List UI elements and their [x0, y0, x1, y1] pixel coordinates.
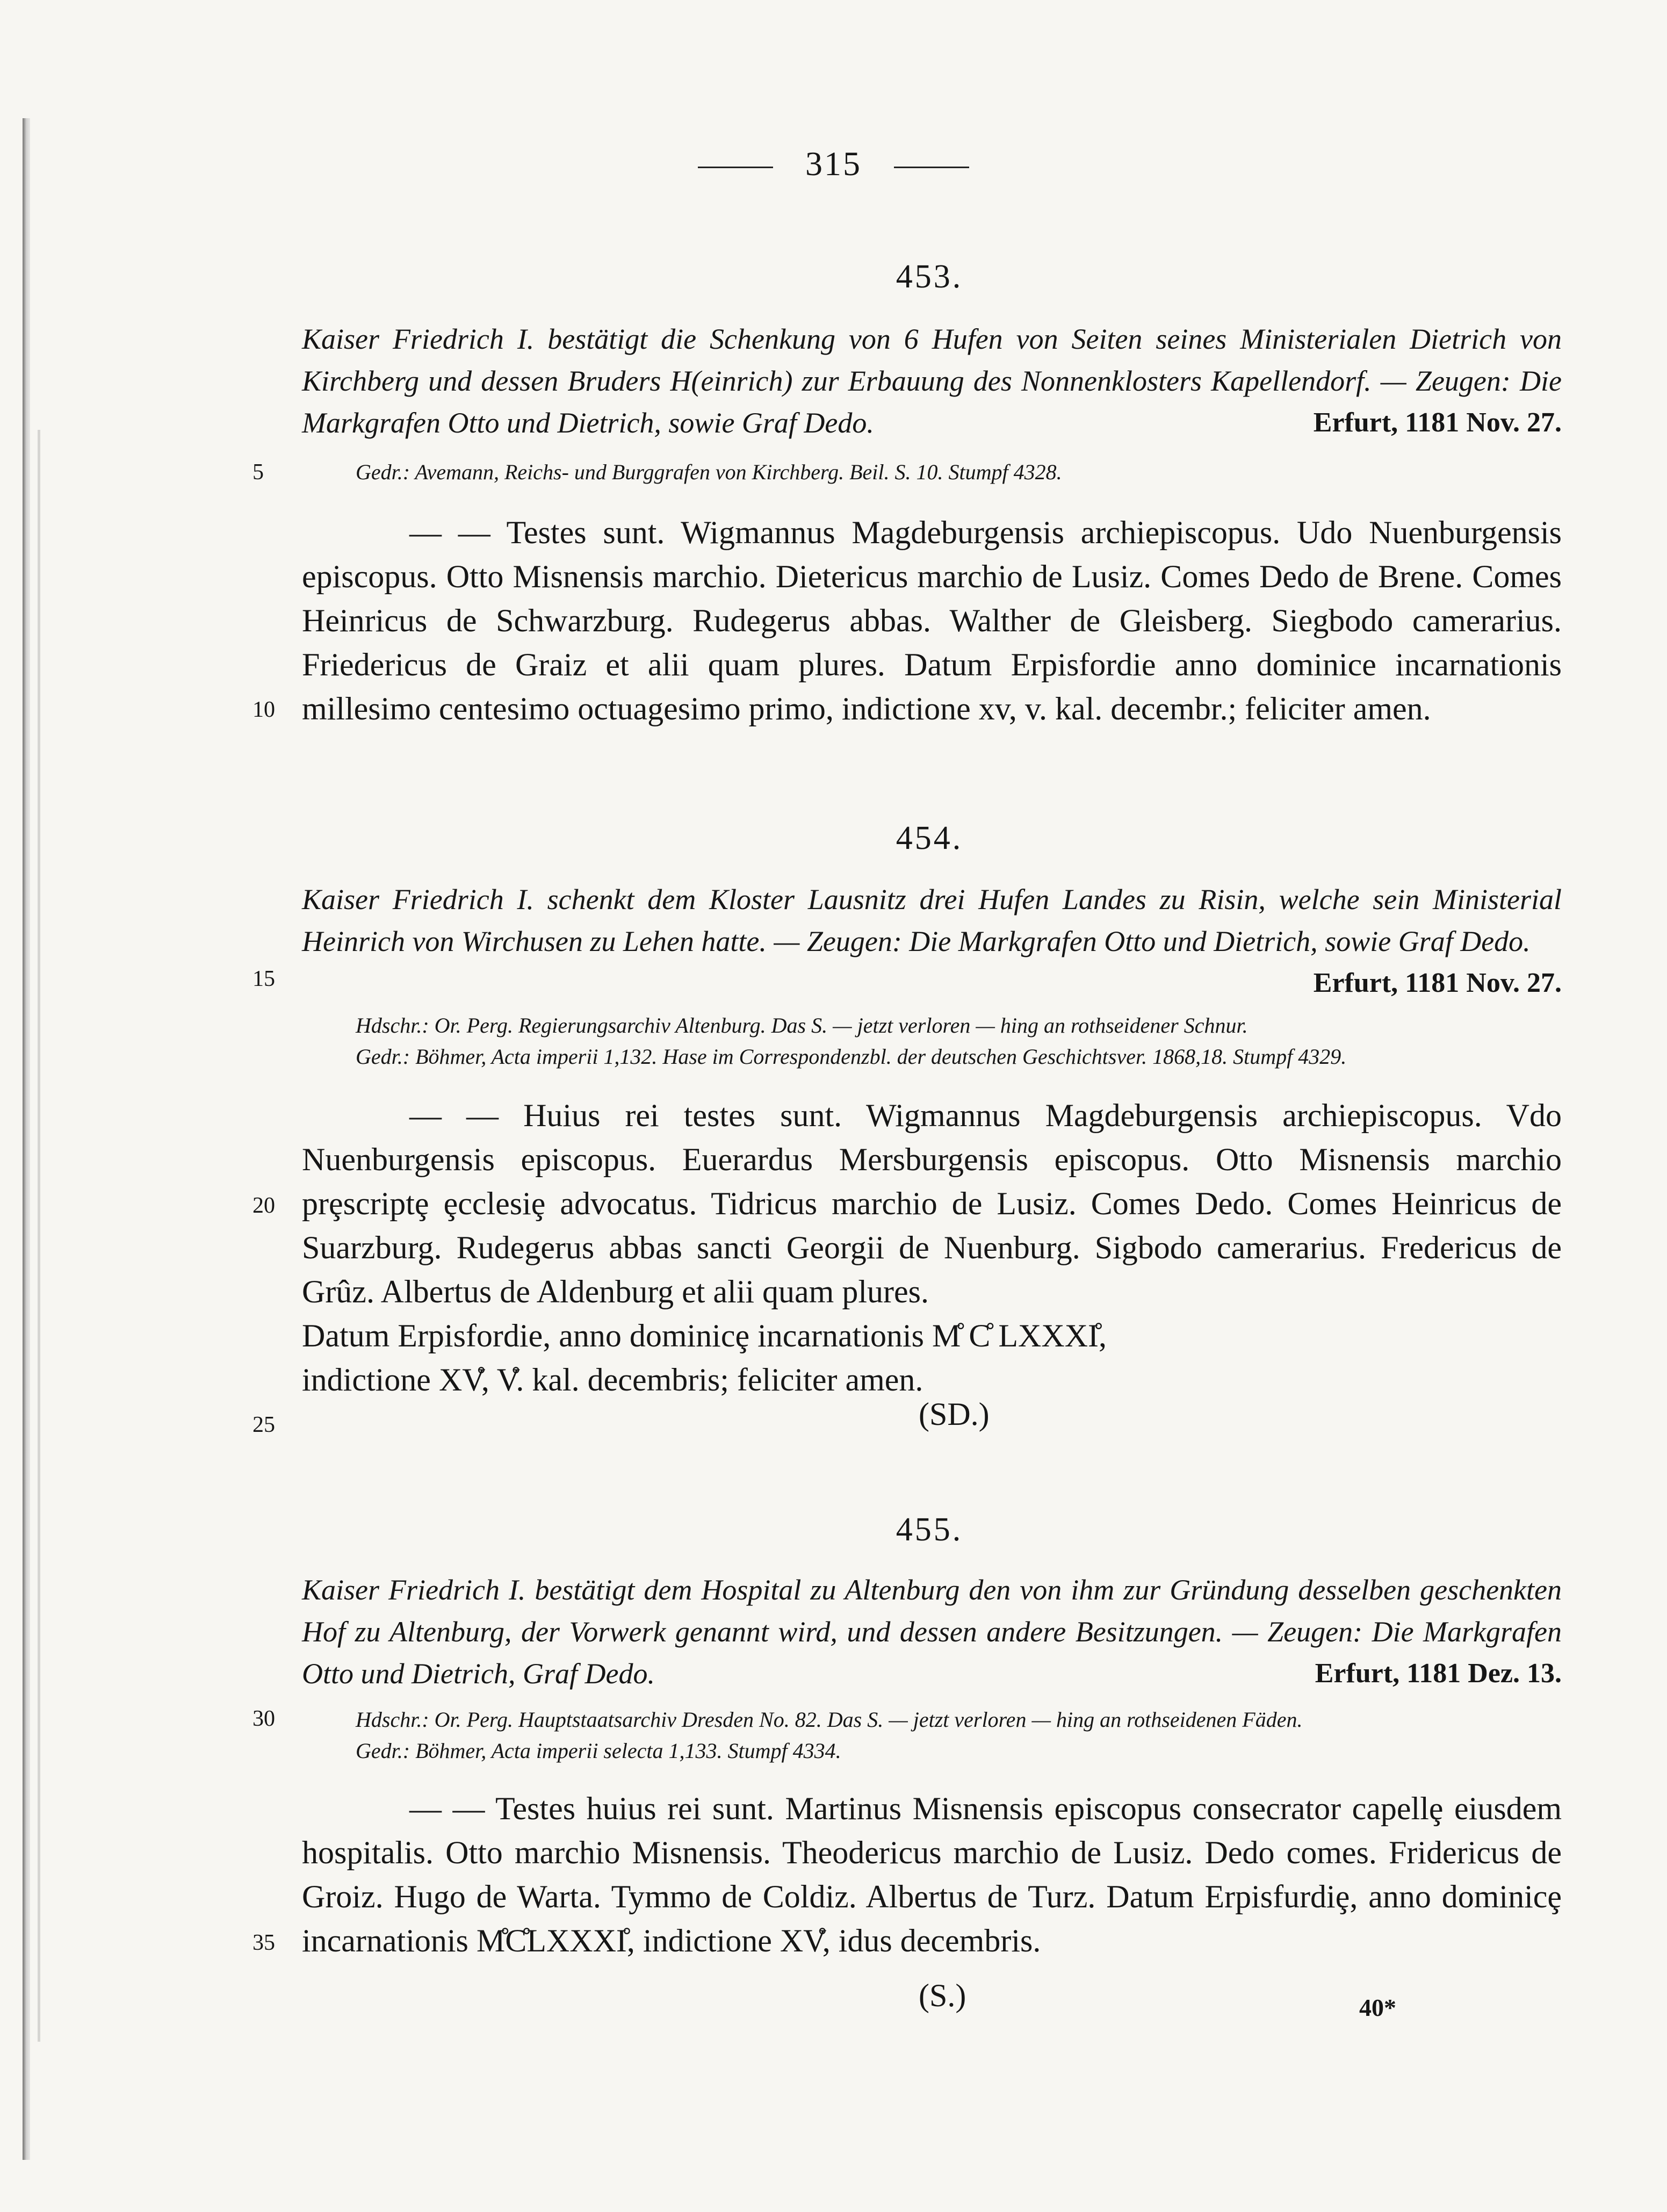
line-number: 15: [252, 967, 275, 991]
regest-455: [302, 1569, 1562, 1695]
seal-note-455: (S.): [919, 1978, 966, 2013]
charter-paragraph: — — Testes sunt. Wigmannus Magdeburgensis archiepiscopus. Udo Nuenburgensis episcopus. Otto Misnensis marchio. Dietericus marchio de Lusiz. Comes Dedo de Brene. Comes Heinricus de Schwarzburg. Rudegerus abbas. Walther de Gleisberg. Siegbodo camerarius. Friedericus de Graiz et alii quam plures. Datum Erpisfordie anno dominice incarnationis millesimo centesimo octuagesimo primo, indictione xv, v. kal. decembr.; feliciter amen.: [302, 515, 1562, 726]
entry-number-453: 453.: [896, 258, 963, 295]
line-number: 5: [252, 460, 264, 485]
regest-text: Kaiser Friedrich I. bestätigt dem Hospital zu Altenburg den von ihm zur Gründung desselben geschenkten Hof zu Altenburg, der Vorwerk genannt wird, und dessen andere Besitzungen. — Zeugen: Die Markgrafen Otto und Dietrich, Graf Dedo.: [302, 1574, 1562, 1690]
regest-453: [302, 318, 1562, 444]
line-number: 30: [252, 1706, 275, 1731]
line-number: 35: [252, 1930, 275, 1955]
charter-text-453: [302, 510, 1562, 731]
source-list-454: [356, 1010, 1562, 1072]
source-line: Gedr.: Böhmer, Acta imperii selecta 1,133. Stumpf 4334.: [356, 1739, 841, 1763]
line-number: 25: [252, 1413, 275, 1437]
charter-paragraph: — — Testes huius rei sunt. Martinus Misnensis episcopus consecrator capellȩ eiusdem hospitalis. Otto marchio Misnensis. Theodericus marchio de Lusiz. Dedo comes. Fridericus de Groiz. Hugo de Warta. Tymmo de Coldiz. Albertus de Turz. Datum Erpisfurdiȩ, anno dominicȩ incarnationis M̊C̊LXXXI̊, indictione XV̊, idus decembris.: [302, 1791, 1562, 1958]
seal-note-454: (SD.): [919, 1396, 990, 1432]
source-list-453: [356, 457, 1562, 488]
sheet-signature: 40*: [1359, 1994, 1396, 2021]
source-list-455: [356, 1704, 1562, 1767]
charter-text-454: [302, 1093, 1562, 1402]
regest-454: [302, 878, 1562, 1004]
place-date: Erfurt, 1181 Dez. 13.: [1315, 1658, 1562, 1689]
charter-line: indictione XV̊, V̊. kal. decembris; feliciter amen.: [302, 1362, 923, 1397]
page-header: [0, 144, 1667, 184]
place-date: Erfurt, 1181 Nov. 27.: [1313, 407, 1562, 438]
regest-text: Kaiser Friedrich I. bestätigt die Schenkung von 6 Hufen von Seiten seines Ministerialen Dietrich von Kirchberg und dessen Bruders H(einrich) zur Erbauung des Nonnenklosters Kapellendorf. — Zeugen: Die Markgrafen Otto und Dietrich, sowie Graf Dedo.: [302, 323, 1562, 439]
source-line: Hdschr.: Or. Perg. Regierungsarchiv Altenburg. Das S. — jetzt verloren — hing an rothseidener Schnur.: [356, 1013, 1248, 1037]
line-number: 10: [252, 697, 275, 722]
line-number: 20: [252, 1193, 275, 1218]
regest-text: Kaiser Friedrich I. schenkt dem Kloster Lausnitz drei Hufen Landes zu Risin, welche sein Ministerial Heinrich von Wirchusen zu Lehen hatte. — Zeugen: Die Markgrafen Otto und Dietrich, sowie Graf Dedo.: [302, 883, 1562, 957]
header-dash-right: [894, 167, 969, 168]
scan-binding-shadow: [38, 430, 40, 2042]
entry-number-455: 455.: [896, 1511, 963, 1548]
source-line: Gedr.: Avemann, Reichs- und Burggrafen von Kirchberg. Beil. S. 10. Stumpf 4328.: [356, 460, 1062, 484]
charter-text-455: [302, 1786, 1562, 1963]
entry-number-454: 454.: [896, 820, 963, 856]
source-line: Hdschr.: Or. Perg. Hauptstaatsarchiv Dresden No. 82. Das S. — jetzt verloren — hing an rothseidenen Fäden.: [356, 1707, 1303, 1732]
source-line: Gedr.: Böhmer, Acta imperii 1,132. Hase im Correspondenzbl. der deutschen Geschichtsver. 1868,18. Stumpf 4329.: [356, 1044, 1347, 1069]
page-number: 315: [805, 145, 862, 183]
charter-paragraph: — — Huius rei testes sunt. Wigmannus Magdeburgensis archiepiscopus. Vdo Nuenburgensis episcopus. Euerardus Mersburgensis episcopus. Otto Misnensis marchio prȩscriptȩ ȩcclesiȩ advocatus. Tidricus marchio de Lusiz. Comes Dedo. Comes Heinricus de Suarzburg. Rudegerus abbas sancti Georgii de Nuenburg. Sigbodo camerarius. Fredericus de Grûz. Albertus de Aldenburg et alii quam plures.: [302, 1098, 1562, 1309]
place-date: Erfurt, 1181 Nov. 27.: [1313, 968, 1562, 998]
charter-line: Datum Erpisfordie, anno dominicȩ incarnationis M̊ C̊ LXXXI̊,: [302, 1318, 1107, 1353]
header-dash-left: [698, 167, 773, 168]
scan-binding-edge: [23, 118, 30, 2160]
